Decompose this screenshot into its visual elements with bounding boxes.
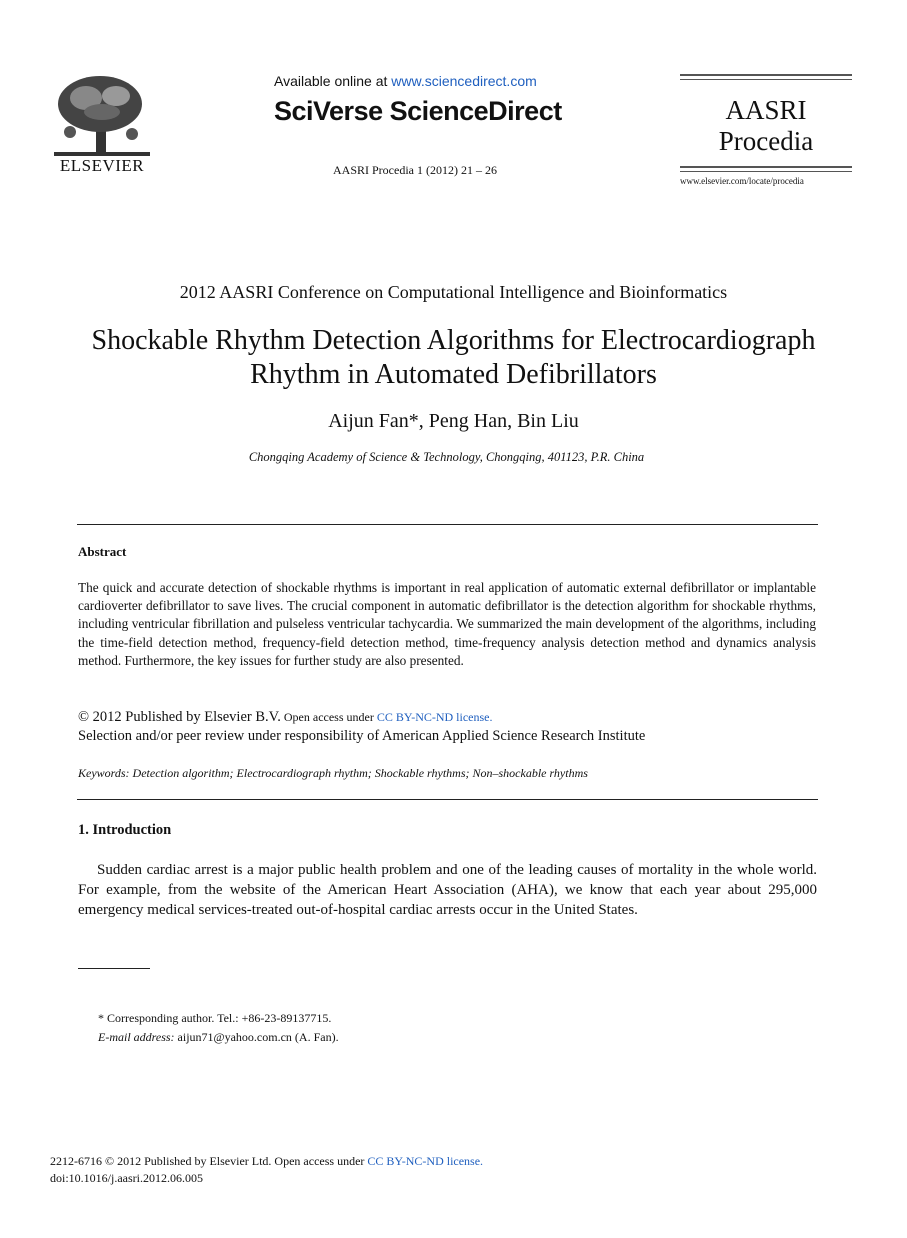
article-title-line2: Rhythm in Automated Defibrillators xyxy=(250,359,657,390)
corresponding-author: * Corresponding author. Tel.: +86-23-89137715. xyxy=(98,1011,332,1025)
publication-info xyxy=(78,708,818,746)
affiliation: Chongqing Academy of Science & Technology, Chongqing, 401123, P.R. China xyxy=(248,450,645,464)
journal-citation: AASRI Procedia 1 (2012) 21 – 26 xyxy=(333,163,497,177)
footer-license-link[interactable]: CC BY-NC-ND license. xyxy=(367,1154,484,1168)
available-online xyxy=(274,73,537,89)
copyright-text: © 2012 Published by Elsevier B.V. xyxy=(78,709,281,725)
issn-text: 2212-6716 © 2012 Published by Elsevier Ltd. Open access under xyxy=(50,1154,368,1168)
open-access-text: Open access under xyxy=(280,710,377,724)
footnote-rule xyxy=(78,968,150,969)
license-link[interactable]: CC BY-NC-ND license. xyxy=(376,710,493,724)
authors: Aijun Fan*, Peng Han, Bin Liu xyxy=(328,410,579,432)
doi: doi:10.1016/j.aasri.2012.06.005 xyxy=(50,1171,203,1185)
masthead-bottom-rule xyxy=(680,166,852,172)
email-line xyxy=(98,1028,339,1047)
abstract-bottom-rule xyxy=(77,799,818,800)
abstract-heading: Abstract xyxy=(78,544,127,559)
publisher-logo-text: ELSEVIER xyxy=(59,156,145,175)
email-label: E-mail address: xyxy=(98,1030,175,1044)
peer-review-line: Selection and/or peer review under responsibility of American Applied Science Research Institute xyxy=(78,728,646,744)
article-title xyxy=(40,324,867,392)
platform-logo-text: SciVerse ScienceDirect xyxy=(274,96,562,126)
keywords: Keywords: Detection algorithm; Electrocardiograph rhythm; Shockable rhythms; Non–shockable rhythms xyxy=(78,766,588,780)
email-value: aijun71@yahoo.com.cn (A. Fan). xyxy=(174,1030,339,1044)
conference-name: 2012 AASRI Conference on Computational Intelligence and Bioinformatics xyxy=(179,282,728,302)
sciencedirect-link[interactable]: www.sciencedirect.com xyxy=(391,73,537,89)
journal-masthead xyxy=(680,74,852,172)
abstract-text: The quick and accurate detection of shockable rhythms is important in real application of automatic external defibrillator or implantable cardioverter defibrillator to save lives. The crucial component in automatic defibrillator is the detection algorithm for shockable rhythms, including ventricular fibrillation and pulseless ventricular tachycardia. We summarized the main development of the algorithms, including the time-field detection method, frequency-field detection method, time-frequency analysis detection method and dynamics analysis method. Furthermore, the key issues for further study are also presented. xyxy=(78,580,816,668)
page-footer xyxy=(50,1153,483,1187)
article-title-line1: Shockable Rhythm Detection Algorithms for Electrocardiograph xyxy=(91,325,816,356)
journal-url[interactable]: www.elsevier.com/locate/procedia xyxy=(680,176,804,186)
available-online-label: Available online at xyxy=(274,73,392,89)
issn-line xyxy=(50,1153,483,1170)
elsevier-tree-logo-icon xyxy=(50,72,154,160)
journal-name-line2: Procedia xyxy=(718,126,814,156)
abstract-top-rule xyxy=(77,524,818,525)
copyright-line xyxy=(78,708,818,727)
introduction-heading: 1. Introduction xyxy=(78,822,172,838)
journal-name-line1: AASRI xyxy=(725,95,807,125)
footnote xyxy=(98,1009,339,1047)
introduction-text: Sudden cardiac arrest is a major public health problem and one of the leading causes of mortality in the whole world. For example, from the website of the American Heart Association (AHA), we know that each year about 295,000 emergency medical services-treated out-of-hospital cardiac arrests occur in the United States. xyxy=(78,862,817,918)
